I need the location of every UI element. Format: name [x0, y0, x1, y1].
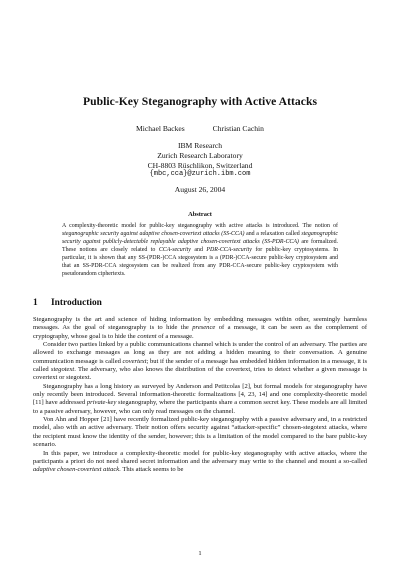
- section-title: Introduction: [51, 298, 102, 308]
- affiliation-line: Zurich Research Laboratory: [157, 150, 243, 160]
- text-run: . The adversary, who also knows the distribution of the covertext, tries to detect whether a given message is covertext or stegotext.: [33, 366, 367, 382]
- author-email: {mbc,cca}@zurich.ibm.com: [149, 170, 251, 179]
- author-name: Michael Backes: [136, 124, 185, 133]
- section-number: 1: [33, 298, 38, 308]
- emphasized-text: PDR-CCA-security: [206, 246, 252, 253]
- affiliation-line: CH-8803 Rüschlikon, Switzerland: [147, 160, 253, 170]
- emphasized-text: covertext: [122, 357, 147, 365]
- emphasized-text: steganographic security against publicly-detectable replayable adaptive chosen-covertext attacks (SS-PDR-CCA): [62, 230, 338, 245]
- emphasized-text: CCA-security: [158, 246, 191, 253]
- emphasized-text: content: [137, 332, 157, 340]
- text-run: steganography, where the participants share a common secret key. These models are all limited to a passive adversary, however, who can only read messages on the channel.: [33, 399, 367, 415]
- text-run: Steganography is the art and science of hiding information by embedding messages within other, seemingly harmless messages. As the goal of steganography is to hide the: [33, 316, 367, 332]
- body-paragraph: [33, 416, 367, 449]
- abstract-heading: Abstract: [188, 211, 212, 218]
- text-run: A complexity-theoretic model for public-key steganography with active attacks is introduced. The notion of: [62, 223, 338, 229]
- text-run: Steganography has a long history as surveyed by Anderson and Petitcolas [2], but formal models for steganography have only recently been introduced. Several information-theoretic formalizations [4, 23, 14] and one complexity-theoretic model [11] have addressed: [33, 382, 367, 407]
- emphasized-text: steganographic security against adaptive chosen-covertext attacks (SS-CCA): [62, 230, 245, 237]
- paper-date: August 26, 2004: [174, 185, 226, 194]
- affiliation-line: IBM Research: [177, 141, 223, 150]
- emphasized-text: adaptive chosen-covertext attack: [33, 466, 120, 474]
- text-run: ; but if the sender of a message has embedded hidden information in a message, it is called: [33, 357, 368, 374]
- text-run: and: [190, 246, 207, 253]
- abstract-paragraph: [62, 223, 338, 279]
- body-paragraph: [33, 341, 367, 383]
- abstract-text: [62, 223, 338, 279]
- emphasized-text: private-key: [86, 399, 117, 407]
- body-text: [33, 316, 367, 475]
- body-paragraph: [33, 316, 367, 341]
- text-run: of a message, it can be seen as the complement of cryptography, whose goal is to hide the: [33, 324, 367, 340]
- text-run: Von Ahn and Hopper [21] have recently formalized public-key steganography with a passive adversary and, in a restricted model, also with an active adversary. Their notion offers security against “attacker-specific” chosen-stegotext attacks, where the recipient must know the identity of the sender, however; this is a limitation of the model compared to the bare public-key scenario.: [33, 416, 367, 449]
- text-run: . This attack seems to be: [119, 466, 184, 474]
- text-run: of a message.: [156, 332, 194, 340]
- emphasized-text: stegotext: [50, 366, 75, 374]
- text-run: are formalized. These notions are closely related to: [62, 238, 338, 253]
- text-run: and a relaxation called: [244, 230, 302, 237]
- text-run: for public-key cryptosystems. In particular, it is shown that any SS-(PDR-)CCA stegosystem is a (PDR-)CCA-secure public-key cryptosystem and that an SS-PDR-CCA stegosystem can be realized from any PDR-CCA-secure public-key cryptosystem with pseudorandom ciphertexts.: [62, 246, 338, 277]
- emphasized-text: presence: [192, 324, 216, 332]
- author-name: Christian Cachin: [212, 124, 264, 133]
- text-run: Consider two parties linked by a public communications channel which is under the control of an adversary. The parties are allowed to exchange messages as long as they are not adding a hidden meaning to their conversation. A genuine communication message is called: [33, 341, 367, 365]
- page-number: 1: [198, 550, 202, 557]
- section-heading: [33, 298, 102, 308]
- text-run: In this paper, we introduce a complexity-theoretic model for public-key steganography with active attacks, where the participants a priori do not need shared secret information and the adversary may write to the channel and mount a so-called: [33, 449, 367, 465]
- affiliation-block: [0, 141, 400, 180]
- body-paragraph: [33, 450, 367, 475]
- paper-title: Public-Key Steganography with Active Attacks: [82, 95, 318, 108]
- author-list: [0, 124, 400, 133]
- body-paragraph: [33, 383, 367, 416]
